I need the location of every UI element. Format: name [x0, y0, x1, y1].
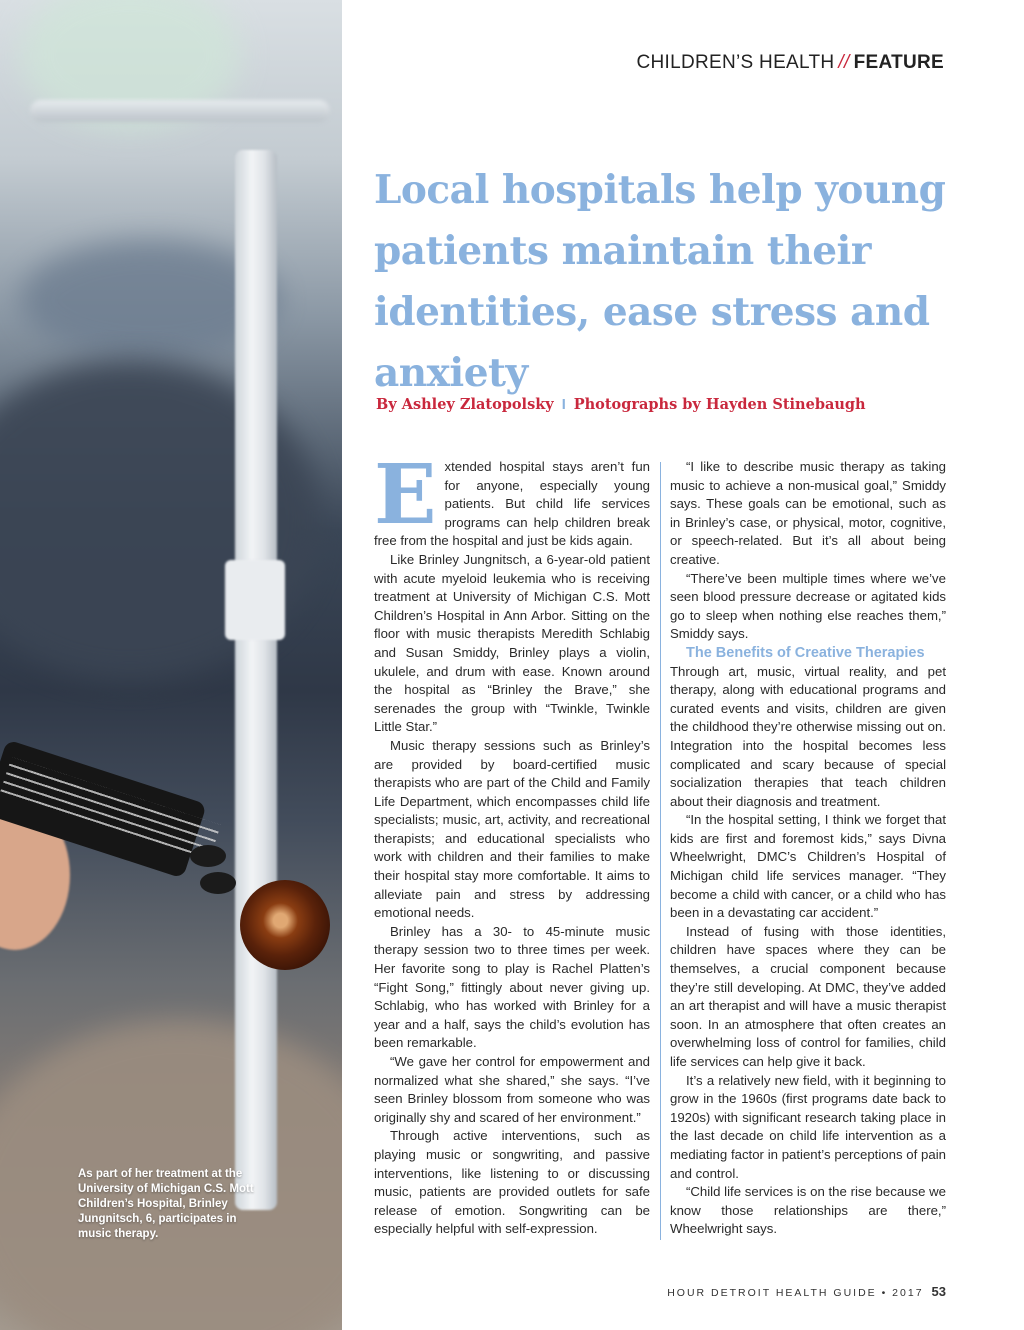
page-footer	[667, 1284, 946, 1299]
feature-label: FEATURE	[853, 52, 944, 73]
article-photo	[0, 0, 342, 1330]
article-paragraph: “We gave her control for empowerment and normalized what she shared,” she says. “I’ve seen Brinley blossom from someone who was originally shy and scared of her environment.”	[374, 1054, 650, 1125]
article-column-right	[670, 458, 946, 1239]
article-subhead: The Benefits of Creative Therapies	[686, 644, 925, 661]
photo-pole-clamp	[225, 560, 285, 640]
article-paragraph: It’s a relatively new field, with it beginning to grow in the 1960s (first programs date back to 1920s) with significant research taking place in the last decade on child life intervention as a mediating factor in patient’s perceptions of pain and control.	[670, 1072, 946, 1181]
article-paragraph: Music therapy sessions such as Brinley’s are provided by board-certified music therapists who are part of the Child and Family Life Department, which encompasses child life specialists; music, art, activity, and recreational therapists; and educational specialists who work with children and their families to make their hospital stay more comfortable. It aims to alleviate pain and stress by addressing emotional needs.	[374, 737, 650, 921]
photo-caption: As part of her treatment at the University of Michigan C.S. Mott Children’s Hospital, Brinley Jungnitsch, 6, participates in music therapy.	[78, 1168, 254, 1240]
photo-iv-pole	[235, 150, 277, 1210]
article-paragraph: “In the hospital setting, I think we forget that kids are first and foremost kids,” says Divna Wheelwright, DMC’s Children’s Hospital of Michigan child life services manager. “They become a child with cancer, or a child who has been in a devastating car accident.”	[670, 812, 946, 921]
article-paragraph: “Child life services is on the rise because we know those relationships are there,” Wheelwright says.	[670, 1184, 946, 1237]
byline-separator: I	[561, 397, 566, 413]
photo-iv-rail	[30, 100, 330, 122]
article-headline: Local hospitals help young patients maintain their identities, ease stress and anxiety	[374, 167, 946, 396]
column-divider	[660, 462, 661, 1240]
article-paragraph: Brinley has a 30- to 45-minute music therapy session two to three times per week. Her favorite song to play is Rachel Platten’s “Fight Song,” fittingly about never giving up. Schlabig, who has worked with Brinley for a year and a half, says the child’s evolution has been remarkable.	[374, 923, 650, 1051]
article-paragraph: Extended hospital stays aren’t fun for anyone, especially young patients. But child life services programs can help children break free from the hospital and just be kids again.	[374, 447, 650, 549]
photo-violin-peg	[200, 872, 236, 894]
article-paragraph: Through active interventions, such as playing music or songwriting, and passive interventions, like listening to or discussing music, patients are provided outlets for safe release of emotion. Songwriting can be especially helpful with self-expression.	[374, 1128, 650, 1237]
article-column-left	[374, 447, 650, 1239]
section-label: CHILDREN’S HEALTH	[636, 52, 835, 73]
drop-cap: E	[374, 447, 437, 543]
article-paragraph: “I like to describe music therapy as taking music to achieve a non-musical goal,” Smiddy says. These goals can be emotional, such as in Brinley’s case, or physical, motor, cognitive, or speech-related. But it’s all about being creative.	[670, 459, 946, 567]
article-paragraph: Like Brinley Jungnitsch, a 6-year-old patient with acute myeloid leukemia who is receiving treatment at University of Michigan C.S. Mott Children’s Hospital in Ann Arbor. Sitting on the floor with music therapists Meredith Schlabig and Susan Smiddy, Brinley plays a violin, ukulele, and drum with ease. Known around the hospital as “Brinley the Brave,” she serenades the group with “Twinkle, Twinkle Little Star.”	[374, 551, 650, 735]
publication-name: HOUR DETROIT HEALTH GUIDE • 2017	[667, 1287, 924, 1299]
photo-violin-scroll	[240, 880, 330, 970]
photo-violin-peg	[190, 845, 226, 867]
photo-credit: Photographs by Hayden Stinebaugh	[573, 396, 866, 413]
section-separator: //	[838, 52, 850, 73]
section-header	[636, 52, 944, 74]
author-credit: By Ashley Zlatopolsky	[376, 396, 554, 413]
page-number: 53	[931, 1284, 946, 1299]
article-paragraph: Instead of fusing with those identities, children have spaces where they can be themselves, a crucial component because they’re still developing. At DMC, they’ve added an art therapist and will have a music therapist soon. In an atmosphere that often creates an overwhelming loss of control for families, child life services can help give it back.	[670, 923, 946, 1069]
article-paragraph: Through art, music, virtual reality, and pet therapy, along with educational programs and curated events and visits, children are given the childhood they’re otherwise missing out on. Integration into the hospital becomes less complicated and scary because of special socialization therapies that teach children about their diagnosis and treatment.	[670, 663, 946, 809]
byline	[376, 396, 866, 413]
article-paragraph: “There’ve been multiple times where we’ve seen blood pressure decrease or agitated kids go to sleep when nothing else reaches them,” Smiddy says.	[670, 570, 946, 642]
